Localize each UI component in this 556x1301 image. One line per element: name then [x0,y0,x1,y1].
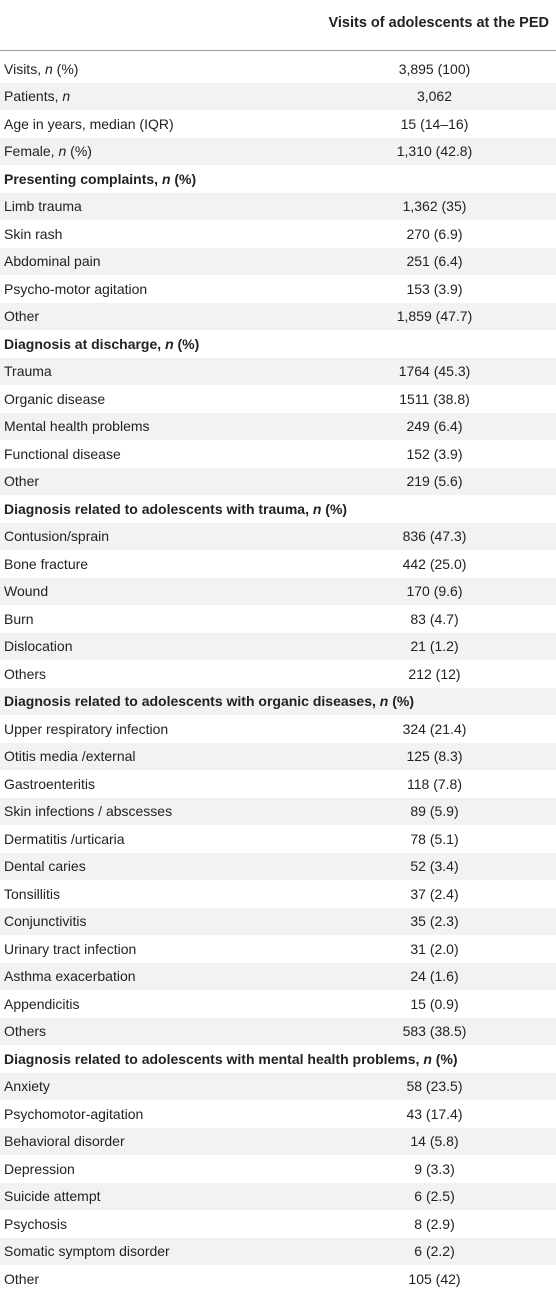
table-row [0,55,556,83]
row-value: 249 (6.4) [406,418,463,435]
table-row [0,660,556,688]
row-value: 14 (5.8) [410,1133,459,1150]
row-label: Dislocation [4,638,73,655]
row-label: Female, n (%) [4,143,92,160]
row-value: 1511 (38.8) [399,390,470,407]
row-label: Upper respiratory infection [4,720,169,737]
table-row [0,275,556,303]
row-value: 1764 (45.3) [398,363,471,380]
table-row [0,83,556,111]
row-label: Behavioral disorder [4,1133,125,1150]
row-label: Appendicitis [4,995,80,1012]
row-value: 58 (23.5) [406,1078,463,1095]
section-label: Diagnosis related to adolescents with mental health problems, n (%) [4,1050,458,1067]
row-label: Dental caries [4,858,86,875]
row-label: Psychomotor-agitation [4,1105,144,1122]
section-label: Presenting complaints, n (%) [4,170,197,187]
row-value: 9 (3.3) [414,1160,455,1177]
row-label: Visits, n (%) [4,60,79,77]
row-value: 836 (47.3) [402,528,467,545]
table-row [0,880,556,908]
row-label: Depression [4,1160,75,1177]
row-label: Functional disease [4,445,121,462]
row-value: 43 (17.4) [406,1105,463,1122]
row-value: 324 (21.4) [402,720,467,737]
row-label: Dermatitis /urticaria [4,830,125,847]
row-value: 270 (6.9) [406,225,463,242]
section-label: Diagnosis related to adolescents with organic diseases, n (%) [4,693,415,710]
row-value: 219 (5.6) [406,473,463,490]
row-value: 251 (6.4) [406,253,463,270]
row-label: Suicide attempt [4,1188,101,1205]
table-row [0,550,556,578]
row-value: 89 (5.9) [410,803,459,820]
table-header [0,0,556,51]
row-label: Age in years, median (IQR) [4,115,174,132]
section-label: Diagnosis related to adolescents with trauma, n (%) [4,500,348,517]
row-value: 37 (2.4) [410,885,459,902]
row-value: 6 (2.5) [414,1188,455,1205]
table-body [0,51,556,1293]
row-label: Others [4,1023,47,1040]
row-value: 8 (2.9) [414,1215,455,1232]
row-value: 1,859 (47.7) [396,308,473,325]
table-row [0,1265,556,1293]
table-row [0,990,556,1018]
section-header-row [0,330,556,358]
row-label: Mental health problems [4,418,150,435]
row-value: 3,895 (100) [398,60,471,77]
section-header-row [0,688,556,716]
row-label: Skin rash [4,225,63,242]
section-header-row [0,495,556,523]
row-value: 78 (5.1) [410,830,459,847]
table-row [0,303,556,331]
table-row [0,385,556,413]
row-label: Limb trauma [4,198,82,215]
table-row [0,853,556,881]
table-row [0,743,556,771]
section-header-row [0,165,556,193]
row-label: Burn [4,610,34,627]
table-row [0,1210,556,1238]
table-row [0,1183,556,1211]
row-label: Organic disease [4,390,106,407]
table-row [0,935,556,963]
row-label: Somatic symptom disorder [4,1243,170,1260]
row-value: 15 (14–16) [400,115,469,132]
row-label: Psycho-motor agitation [4,280,148,297]
table-row [0,633,556,661]
table-row [0,1238,556,1266]
row-value: 52 (3.4) [410,858,459,875]
table-row [0,578,556,606]
table-row [0,1155,556,1183]
row-label: Asthma exacerbation [4,968,136,985]
row-value: 6 (2.2) [414,1243,455,1260]
row-value: 583 (38.5) [402,1023,467,1040]
section-header-row [0,1045,556,1073]
table-row [0,963,556,991]
row-value: 442 (25.0) [402,555,467,572]
table-row [0,110,556,138]
table-row [0,248,556,276]
table-row [0,468,556,496]
row-label: Skin infections / abscesses [4,803,173,820]
row-label: Bone fracture [4,555,89,572]
table-row [0,220,556,248]
table-row [0,440,556,468]
row-label: Tonsillitis [4,885,61,902]
row-value: 1,362 (35) [402,198,467,215]
table-row [0,1073,556,1101]
table-row [0,193,556,221]
row-value: 21 (1.2) [410,638,459,655]
table-row [0,715,556,743]
row-value: 152 (3.9) [406,445,463,462]
row-label: Psychosis [4,1215,68,1232]
table-row [0,523,556,551]
row-label: Other [4,308,40,325]
row-label: Others [4,665,47,682]
row-label: Gastroenteritis [4,775,96,792]
row-value: 31 (2.0) [410,940,459,957]
row-value: 118 (7.8) [407,775,462,792]
table-row [0,138,556,166]
row-value: 15 (0.9) [410,995,459,1012]
row-label: Wound [4,583,49,600]
row-value: 83 (4.7) [410,610,459,627]
row-label: Trauma [4,363,52,380]
row-label: Otitis media /external [4,748,136,765]
table-row [0,605,556,633]
table-row [0,770,556,798]
row-value: 1,310 (42.8) [396,143,473,160]
table-row [0,798,556,826]
table-row [0,358,556,386]
table-row [0,1018,556,1046]
row-label: Urinary tract infection [4,940,137,957]
row-value: 212 (12) [408,665,461,682]
row-label: Other [4,1270,40,1287]
row-value: 24 (1.6) [410,968,459,985]
row-label: Patients, n [4,88,71,105]
row-label: Abdominal pain [4,253,101,270]
section-label: Diagnosis at discharge, n (%) [4,335,200,352]
column-header: Visits of adolescents at the PED [328,15,549,31]
row-label: Anxiety [4,1078,50,1095]
row-label: Conjunctivitis [4,913,87,930]
row-value: 153 (3.9) [406,280,463,297]
row-value: 35 (2.3) [410,913,459,930]
row-label: Contusion/sprain [4,528,110,545]
table-row [0,825,556,853]
table-row [0,908,556,936]
table-row [0,413,556,441]
table-row [0,1100,556,1128]
table-row [0,1128,556,1156]
row-value: 105 (42) [408,1270,461,1287]
row-value: 3,062 [416,88,453,105]
row-value: 170 (9.6) [406,583,463,600]
row-value: 125 (8.3) [406,748,463,765]
row-label: Other [4,473,40,490]
